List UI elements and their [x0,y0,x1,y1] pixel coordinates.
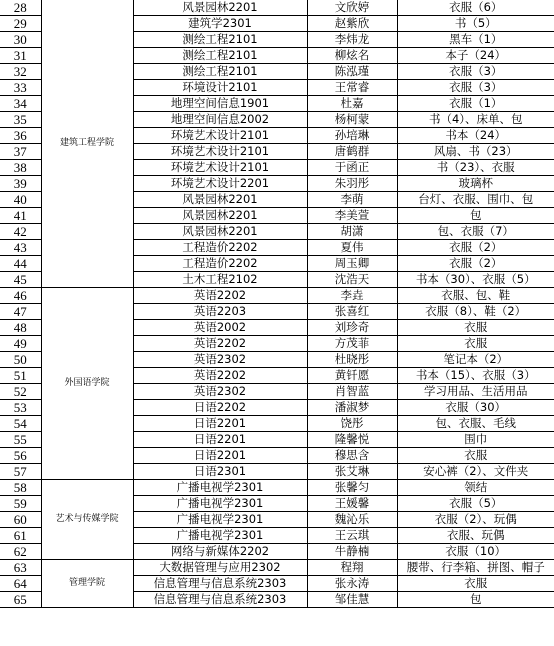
items-cell: 风扇、书（23） [397,144,554,160]
major-cell: 工程造价2202 [133,256,307,272]
row-number: 63 [0,560,41,576]
major-cell: 环境设计2101 [133,80,307,96]
items-cell: 腰带、行李箱、拼图、帽子 [397,560,554,576]
table-row [0,480,554,496]
row-number: 40 [0,192,41,208]
items-cell: 书（4）、床单、包 [397,112,554,128]
row-number: 55 [0,432,41,448]
major-cell: 风景园林2201 [133,224,307,240]
items-cell: 学习用品、生活用品 [397,384,554,400]
row-number: 41 [0,208,41,224]
table-row [0,560,554,576]
major-cell: 广播电视学2301 [133,496,307,512]
items-cell: 衣服（1） [397,96,554,112]
major-cell: 广播电视学2301 [133,512,307,528]
student-name-cell: 杨柯蒙 [307,112,397,128]
items-cell: 台灯、衣服、围巾、包 [397,192,554,208]
student-name-cell: 杜嘉 [307,96,397,112]
student-name-cell: 夏伟 [307,240,397,256]
items-cell: 衣服（3） [397,64,554,80]
row-number: 48 [0,320,41,336]
row-number: 34 [0,96,41,112]
major-cell: 英语2203 [133,304,307,320]
major-cell: 环境艺术设计2201 [133,176,307,192]
major-cell: 风景园林2201 [133,0,307,16]
student-name-cell: 李炜龙 [307,32,397,48]
row-number: 57 [0,464,41,480]
student-name-cell: 李垚 [307,288,397,304]
student-name-cell: 于函正 [307,160,397,176]
student-name-cell: 孙培琳 [307,128,397,144]
items-cell: 书本（24） [397,128,554,144]
major-cell: 日语2301 [133,464,307,480]
major-cell: 英语2202 [133,368,307,384]
table-row [0,288,554,304]
items-cell: 衣服（3） [397,80,554,96]
major-cell: 建筑学2301 [133,16,307,32]
row-number: 46 [0,288,41,304]
items-cell: 衣服（8）、鞋（2） [397,304,554,320]
student-name-cell: 肖智蓝 [307,384,397,400]
row-number: 54 [0,416,41,432]
student-name-cell: 魏沁乐 [307,512,397,528]
college-cell: 管理学院 [41,560,133,608]
row-number: 49 [0,336,41,352]
row-number: 36 [0,128,41,144]
major-cell: 网络与新媒体2202 [133,544,307,560]
student-name-cell: 唐鹤群 [307,144,397,160]
student-name-cell: 隆馨悦 [307,432,397,448]
major-cell: 英语2302 [133,352,307,368]
row-number: 28 [0,0,41,16]
major-cell: 测绘工程2101 [133,64,307,80]
row-number: 60 [0,512,41,528]
major-cell: 英语2302 [133,384,307,400]
major-cell: 地理空间信息1901 [133,96,307,112]
student-name-cell: 杜晓彤 [307,352,397,368]
student-name-cell: 文欣婷 [307,0,397,16]
student-name-cell: 胡潇 [307,224,397,240]
items-cell: 包、衣服、毛线 [397,416,554,432]
major-cell: 日语2201 [133,432,307,448]
row-number: 44 [0,256,41,272]
student-name-cell: 方茂菲 [307,336,397,352]
row-number: 58 [0,480,41,496]
items-cell: 笔记本（2） [397,352,554,368]
major-cell: 大数据管理与应用2302 [133,560,307,576]
items-cell: 书（23）、衣服 [397,160,554,176]
student-name-cell: 刘珍奇 [307,320,397,336]
row-number: 37 [0,144,41,160]
student-name-cell: 饶彤 [307,416,397,432]
items-cell: 衣服、玩偶 [397,528,554,544]
major-cell: 信息管理与信息系统2303 [133,576,307,592]
student-name-cell: 赵紫欣 [307,16,397,32]
major-cell: 环境艺术设计2101 [133,160,307,176]
items-cell: 本子（24） [397,48,554,64]
major-cell: 测绘工程2101 [133,48,307,64]
major-cell: 环境艺术设计2101 [133,144,307,160]
major-cell: 地理空间信息2002 [133,112,307,128]
student-name-cell: 朱羽彤 [307,176,397,192]
major-cell: 工程造价2202 [133,240,307,256]
row-number: 56 [0,448,41,464]
student-name-cell: 张艾琳 [307,464,397,480]
items-cell: 衣服（2） [397,240,554,256]
student-name-cell: 张喜红 [307,304,397,320]
major-cell: 风景园林2201 [133,208,307,224]
row-number: 53 [0,400,41,416]
row-number: 62 [0,544,41,560]
student-name-cell: 沈浩天 [307,272,397,288]
items-cell: 黑车（1） [397,32,554,48]
items-cell: 围巾 [397,432,554,448]
student-name-cell: 陈泓瑾 [307,64,397,80]
major-cell: 日语2202 [133,400,307,416]
row-number: 45 [0,272,41,288]
items-cell: 衣服 [397,448,554,464]
student-name-cell: 程翔 [307,560,397,576]
items-cell: 领结 [397,480,554,496]
items-cell: 衣服 [397,320,554,336]
row-number: 43 [0,240,41,256]
row-number: 38 [0,160,41,176]
items-cell: 包 [397,208,554,224]
row-number: 42 [0,224,41,240]
student-name-cell: 牛静楠 [307,544,397,560]
major-cell: 英语2202 [133,336,307,352]
row-number: 64 [0,576,41,592]
student-name-cell: 张永涛 [307,576,397,592]
college-cell: 外国语学院 [41,288,133,480]
major-cell: 日语2201 [133,448,307,464]
items-cell: 书（5） [397,16,554,32]
college-cell: 建筑工程学院 [41,0,133,288]
college-cell: 艺术与传媒学院 [41,480,133,560]
items-cell: 安心裤（2）、文件夹 [397,464,554,480]
major-cell: 广播电视学2301 [133,528,307,544]
major-cell: 信息管理与信息系统2303 [133,592,307,608]
student-name-cell: 王媛馨 [307,496,397,512]
major-cell: 英语2002 [133,320,307,336]
major-cell: 测绘工程2101 [133,32,307,48]
row-number: 31 [0,48,41,64]
items-cell: 包 [397,592,554,608]
major-cell: 风景园林2201 [133,192,307,208]
items-cell: 衣服（10） [397,544,554,560]
row-number: 30 [0,32,41,48]
student-name-cell: 李萌 [307,192,397,208]
major-cell: 环境艺术设计2101 [133,128,307,144]
student-name-cell: 王常睿 [307,80,397,96]
student-name-cell: 柳炫名 [307,48,397,64]
student-name-cell: 周玉卿 [307,256,397,272]
items-cell: 衣服（5） [397,496,554,512]
table-row [0,0,554,16]
row-number: 50 [0,352,41,368]
major-cell: 英语2202 [133,288,307,304]
student-name-cell: 穆思含 [307,448,397,464]
student-name-cell: 张馨匀 [307,480,397,496]
student-name-cell: 邹佳慧 [307,592,397,608]
row-number: 33 [0,80,41,96]
row-number: 39 [0,176,41,192]
items-cell: 书本（15）、衣服（3） [397,368,554,384]
items-cell: 书本（30）、衣服（5） [397,272,554,288]
items-cell: 衣服 [397,336,554,352]
row-number: 29 [0,16,41,32]
row-number: 59 [0,496,41,512]
items-cell: 衣服（2）、玩偶 [397,512,554,528]
row-number: 47 [0,304,41,320]
items-cell: 衣服（30） [397,400,554,416]
items-cell: 玻璃杯 [397,176,554,192]
items-cell: 衣服（2） [397,256,554,272]
student-name-cell: 王云琪 [307,528,397,544]
row-number: 61 [0,528,41,544]
items-cell: 衣服、包、鞋 [397,288,554,304]
student-name-cell: 李美萱 [307,208,397,224]
items-cell: 衣服（6） [397,0,554,16]
major-cell: 土木工程2102 [133,272,307,288]
items-cell: 衣服 [397,576,554,592]
row-number: 51 [0,368,41,384]
items-cell: 包、衣服（7） [397,224,554,240]
major-cell: 广播电视学2301 [133,480,307,496]
student-name-cell: 黄钎愿 [307,368,397,384]
row-number: 32 [0,64,41,80]
row-number: 65 [0,592,41,608]
row-number: 52 [0,384,41,400]
student-name-cell: 潘淑梦 [307,400,397,416]
row-number: 35 [0,112,41,128]
major-cell: 日语2201 [133,416,307,432]
